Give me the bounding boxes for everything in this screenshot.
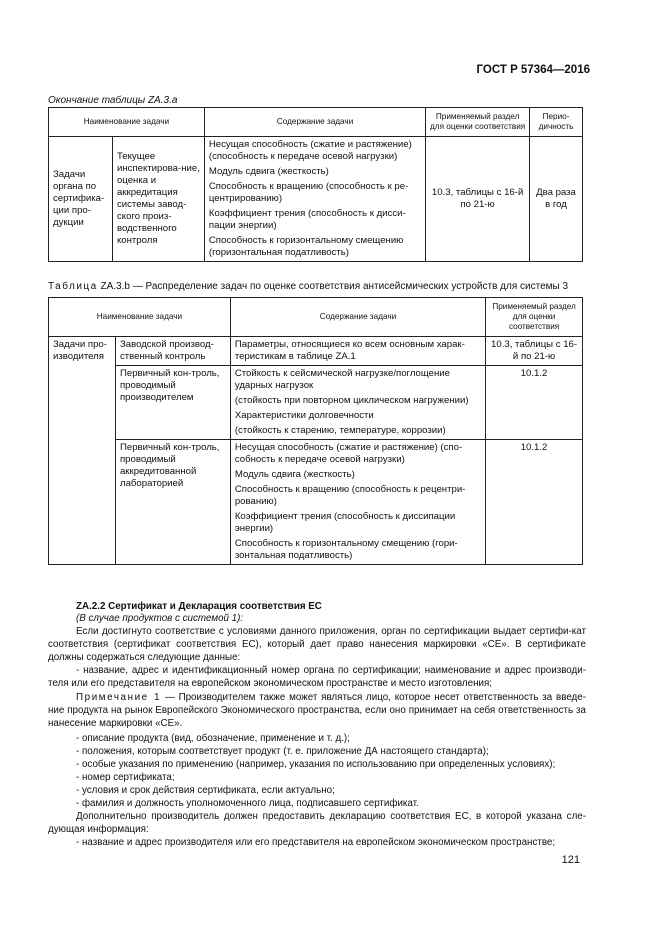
content-line: Коэффициент трения (способность к диссипации энергии) [234,510,456,534]
section-cell: 10.3, таблицы с 16-й по 21-ю [426,137,530,262]
subtask-cell: Текущее инспектирова-ние, оценка и аккредитация системы завод-ского произ-водственного контроля [112,137,204,262]
section-subheading: (В случае продуктов с системой 1): [76,613,244,624]
requirements-list [76,732,586,810]
list-item: - особые указания по применению (например, указания по использованию при определенных условиях); [76,759,556,770]
header-section: Применяемый раздел для оценки соответствия [426,108,530,137]
list-item: - положения, которым соответствует продукт (т. е. приложение ДА настоящего стандарта); [76,746,489,757]
table-za3b [48,297,583,565]
section-cell: 10.1.2 [486,365,583,439]
table-header-row [49,298,583,337]
paragraph: Если достигнуто соответствие с условиями данного приложения, орган по сертификации выдает сертифи-кат соответствия (сертификат соответствия ЕС), который дает право нанесения маркировки «СЕ». В сертификате должны содержаться следующие данные: [48,626,586,663]
list-item: - название, адрес и идентификационный номер органа по сертификации; наименование и адрес производи-теля или его представителя на европейском экономическом пространстве и место изготовления; [48,665,586,689]
document-code: ГОСТ Р 57364—2016 [476,64,590,76]
content-cell [230,439,485,564]
table-row [49,137,583,262]
header-task-name: Наименование задачи [49,108,205,137]
content-line: Стойкость к сейсмической нагрузке/поглощение ударных нагрузок [234,367,450,391]
content-cell [230,365,485,439]
subtask-cell: Первичный кон-троль, проводимый производителем [115,365,230,439]
table-header-row [49,108,583,137]
content-line: (стойкость при повторном циклическом нагружении) [234,394,469,406]
content-line: Способность к горизонтальному смещению (гори-зонтальная податливость) [234,537,458,561]
list-item: - фамилия и должность уполномоченного лица, подписавшего сертификат. [76,798,419,809]
list-item: - название и адрес производителя или его представителя на европейском экономическом пространстве; [76,837,556,848]
table-row [49,439,583,564]
table-row [49,365,583,439]
section-heading: ZA.2.2 Сертификат и Декларация соответствия ЕС [76,601,322,612]
paragraph: Дополнительно производитель должен предоставить декларацию соответствия ЕС, в которой указана сле-дующая информация: [48,811,586,835]
content-cell [230,337,485,366]
list-item: - условия и срок действия сертификата, если актуально; [76,785,335,796]
section-cell: 10.3, таблицы с 16-й по 21-ю [486,337,583,366]
list-item: - описание продукта (вид, обозначение, применение и т. д.); [76,733,350,744]
content-line: Параметры, относящиеся ко всем основным харак-теристикам в таблице ZA.1 [234,339,465,362]
table2-caption [48,281,568,292]
table2-caption-text: ZA.3.b — Распределение задач по оценке соответствия антисейсмических устройств для системы 3 [100,281,569,292]
header-task-content: Содержание задачи [204,108,425,137]
section-cell: 10.1.2 [486,439,583,564]
header-task-content: Содержание задачи [230,298,485,337]
header-period: Перио-дичность [530,108,583,137]
content-line: Коэффициент трения (способность к дисси-пации энергии) [208,207,406,231]
content-line: Характеристики долговечности [234,409,374,421]
content-line: (стойкость к старению, температуре, коррозии) [234,424,446,436]
content-line: Несущая способность (сжатие и растяжение) (спо-собность к передаче осевой нагрузки) [234,441,463,465]
note-text: — Производителем также может являться лицо, которое несет ответственность за введе-ние продукта на рынок Европейского Экономического пространства, если оно принимает на себя ответственность за нанесение маркировки «СЕ». [48,692,586,729]
note [48,691,586,730]
list-item: - номер сертификата; [76,772,175,783]
task-cell: Задачи про-изводителя [49,337,116,565]
note-label: Примечание 1 [76,692,162,703]
table-row [49,337,583,366]
table-za3a-end [48,107,583,262]
period-cell: Два раза в год [530,137,583,262]
content-line: Способность к горизонтальному смещению (горизонтальная податливость) [208,234,404,258]
page-number: 121 [561,854,580,866]
content-line: Несущая способность (сжатие и растяжение) (способность к передаче осевой нагрузки) [208,139,412,162]
task-cell: Задачи органа по сертифика-ции про-дукции [49,137,113,262]
content-line: Модуль сдвига (жесткость) [208,165,329,177]
content-line: Способность к вращению (способность к рецентри-рованию) [234,483,466,507]
content-cell [204,137,425,262]
content-line: Модуль сдвига (жесткость) [234,468,355,480]
table1-caption: Окончание таблицы ZA.3.a [48,95,178,106]
table2-caption-prefix: Таблица [48,281,98,292]
subtask-cell: Первичный кон-троль, проводимый аккредитованной лабораторией [115,439,230,564]
header-task-name: Наименование задачи [49,298,231,337]
subtask-cell: Заводской производ-ственный контроль [115,337,230,366]
content-line: Способность к вращению (способность к ре-центрированию) [208,180,409,204]
header-section: Применяемый раздел для оценки соответствия [486,298,583,337]
